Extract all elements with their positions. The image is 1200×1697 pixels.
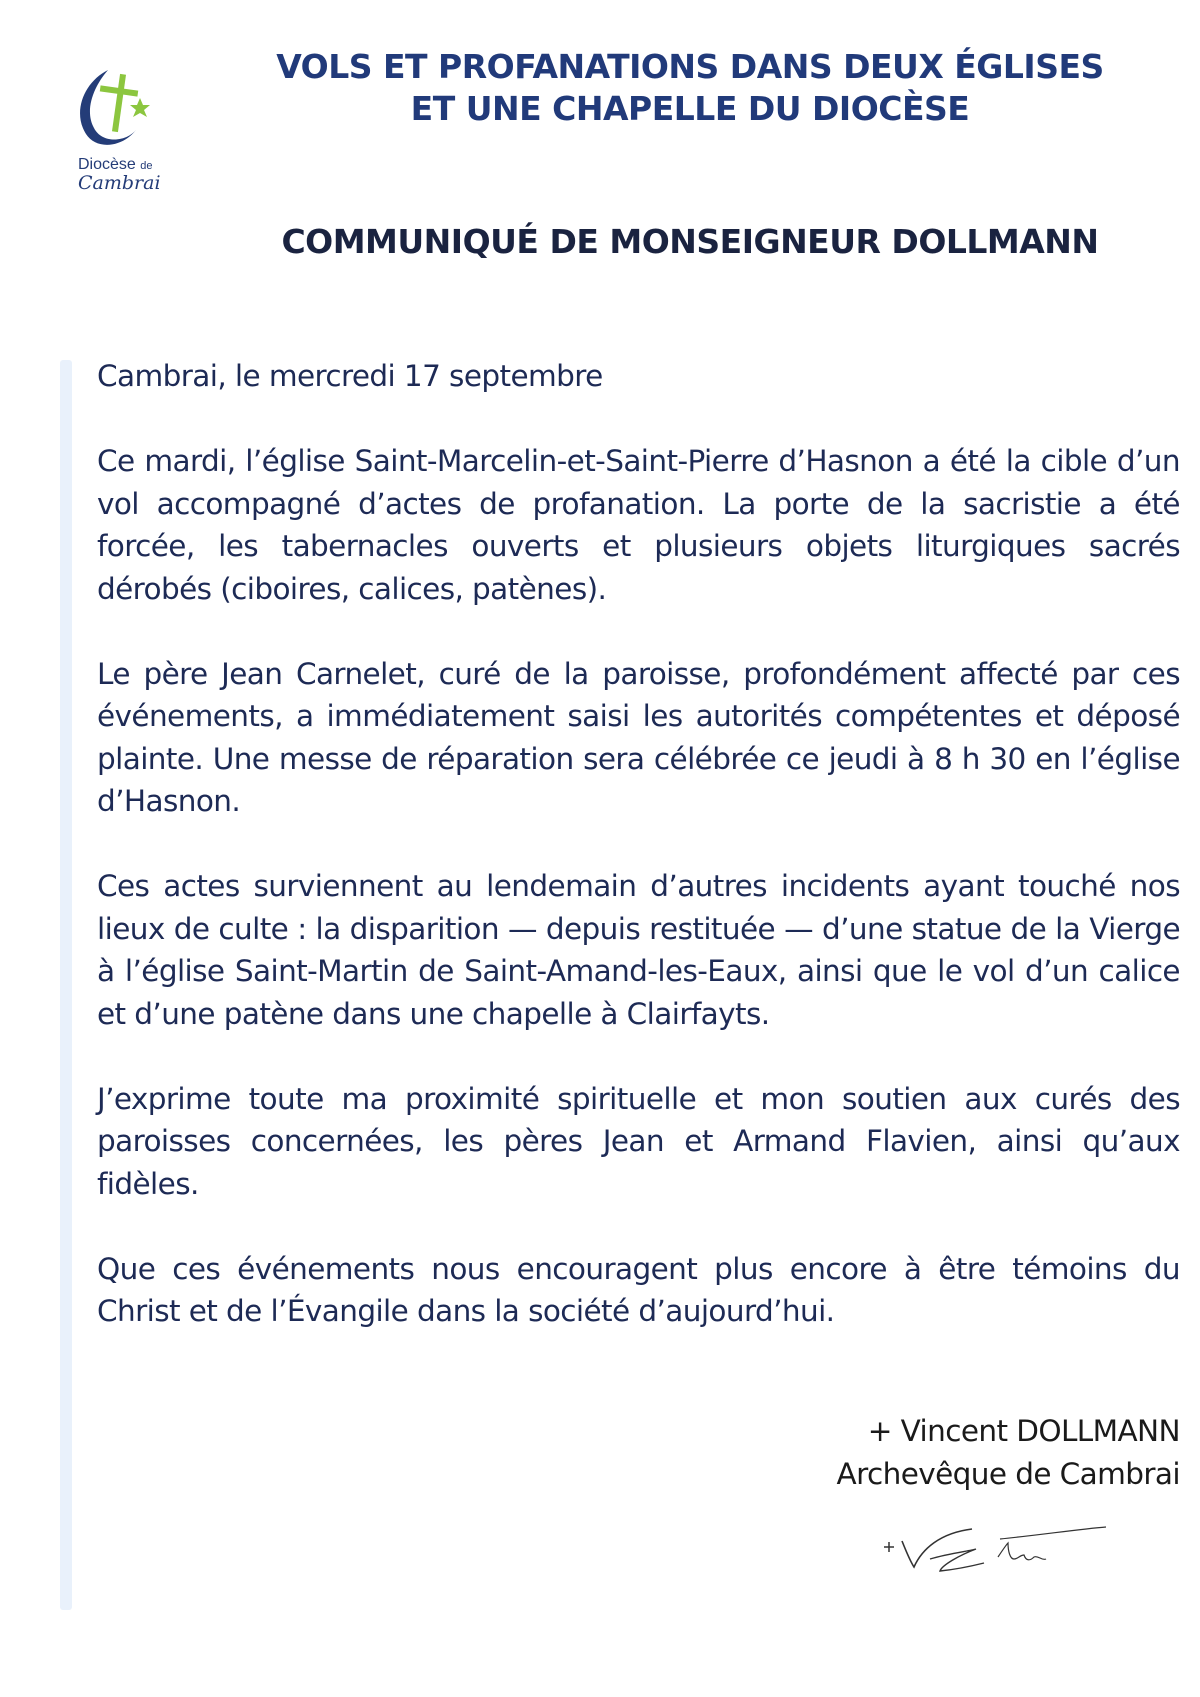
paragraph-4: J’exprime toute ma proximité spirituelle et mon soutien aux curés des paroisses concernées, les pères Jean et Armand Flavien, ainsi qu’aux fidèles. xyxy=(97,1081,1180,1201)
paragraph-1: Ce mardi, l’église Saint-Marcelin-et-Saint-Pierre d’Hasnon a été la cible d’un vol accompagné d’actes de profanation. La porte de la sacristie a été forcée, les tabernacles ouverts et plusieurs objets liturgiques sacrés dérobés (ciboires, calices, patènes). xyxy=(97,444,1180,606)
left-accent-bar xyxy=(60,360,72,1610)
communique-body xyxy=(97,355,1180,1375)
paragraph-5: Que ces événements nous encouragent plus encore à être témoins du Christ et de l’Évangile dans la société d’aujourd’hui. xyxy=(97,1251,1180,1328)
paragraph-2: Le père Jean Carnelet, curé de la paroisse, profondément affecté par ces événements, a immédiatement saisi les autorités compétentes et déposé plainte. Une messe de réparation sera célébrée ce jeudi à 8 h 30 en l’église d’Hasnon. xyxy=(97,656,1180,818)
signatory-role: Archevêque de Cambrai xyxy=(836,1456,1180,1491)
paragraph-3: Ces actes surviennent au lendemain d’autres incidents ayant touché nos lieux de culte : la disparition — depuis restituée — d’une statue de la Vierge à l’église Saint-Martin de Saint-Amand-les-Eaux, ainsi que le vol d’un calice et d’une patène dans une chapelle à Clairfayts. xyxy=(97,869,1180,1031)
cross-star-icon xyxy=(70,62,160,157)
title-line-1: VOLS ET PROFANATIONS DANS DEUX ÉGLISES xyxy=(276,47,1104,86)
signatory-name: + Vincent DOLLMANN xyxy=(867,1414,1180,1448)
logo-text-cambrai: Cambrai xyxy=(78,172,161,194)
diocese-logo xyxy=(70,62,180,197)
title-line-2: ET UNE CHAPELLE DU DIOCÈSE xyxy=(410,89,970,128)
date-line: Cambrai, le mercredi 17 septembre xyxy=(97,359,603,393)
page-title xyxy=(190,46,1190,130)
page-subtitle: COMMUNIQUÉ DE MONSEIGNEUR DOLLMANN xyxy=(281,222,1099,261)
handwritten-signature xyxy=(880,1515,1110,1585)
signature-block xyxy=(837,1410,1180,1495)
logo-text-diocese: Diocèse de xyxy=(78,156,153,173)
